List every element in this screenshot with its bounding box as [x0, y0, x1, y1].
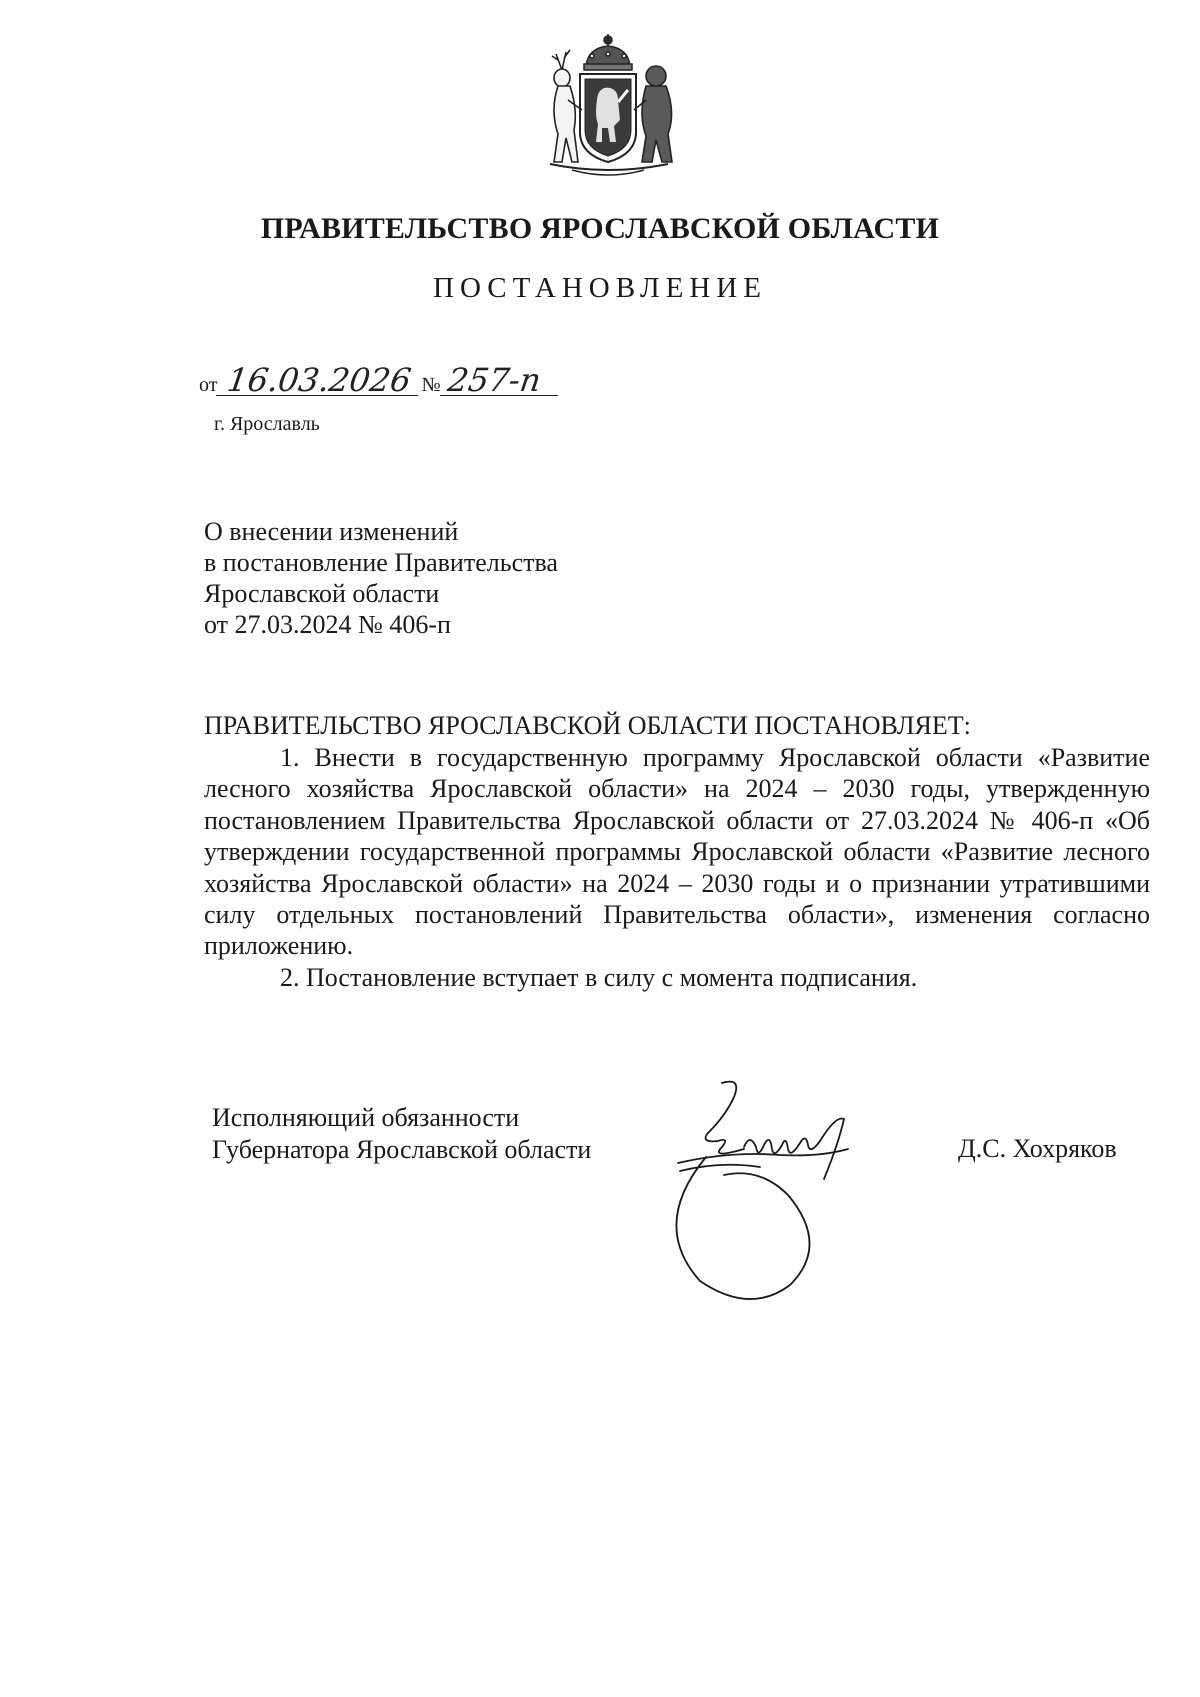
- signatory-position: [212, 1102, 591, 1166]
- subject-line: О внесении изменений: [204, 517, 459, 546]
- number-prefix: №: [421, 374, 441, 396]
- date-prefix: от: [199, 374, 218, 396]
- signatory-name: Д.С. Хохряков: [958, 1134, 1117, 1163]
- number-value: 257-п: [439, 366, 561, 396]
- registration-line: [198, 361, 560, 399]
- subject-line: от 27.03.2024 № 406-п: [204, 610, 451, 639]
- preamble-text: ПРАВИТЕЛЬСТВО ЯРОСЛАВСКОЙ ОБЛАСТИ ПОСТАНОВЛЯЕТ:: [204, 711, 971, 740]
- subject-line: Ярославской области: [204, 579, 440, 608]
- handwritten-signature: [660, 1075, 950, 1315]
- document-type-heading: ПОСТАНОВЛЕНИЕ: [433, 272, 767, 304]
- document-body: [204, 742, 1150, 993]
- organization-title: ПРАВИТЕЛЬСТВО ЯРОСЛАВСКОЙ ОБЛАСТИ: [260, 212, 940, 245]
- date-value: 16.03.2026: [216, 366, 422, 396]
- position-line: Исполняющий обязанности: [212, 1103, 520, 1132]
- position-line: Губернатора Ярославской области: [212, 1135, 592, 1164]
- body-item: 2. Постановление вступает в силу с момента подписания.: [280, 962, 918, 992]
- subject-line: в постановление Правительства: [204, 548, 558, 577]
- coat-of-arms-icon: [532, 30, 684, 180]
- body-item: 1. Внести в государственную программу Ярославской области «Развитие лесного хозяйства Ярославской области» на 2024 – 2030 годы, утвержденную постановлением Правительства Ярославской области от 27.03.2024 № 406-п «Об утверждении государственной программы Ярославской области «Развитие лесного хозяйства Ярославской области» на 2024 – 2030 годы и о признании утратившими силу отдельных постановлений Правительства области», изменения согласно приложению.: [204, 743, 1150, 961]
- city-label: г. Ярославль: [214, 413, 320, 435]
- document-subject: [204, 516, 558, 640]
